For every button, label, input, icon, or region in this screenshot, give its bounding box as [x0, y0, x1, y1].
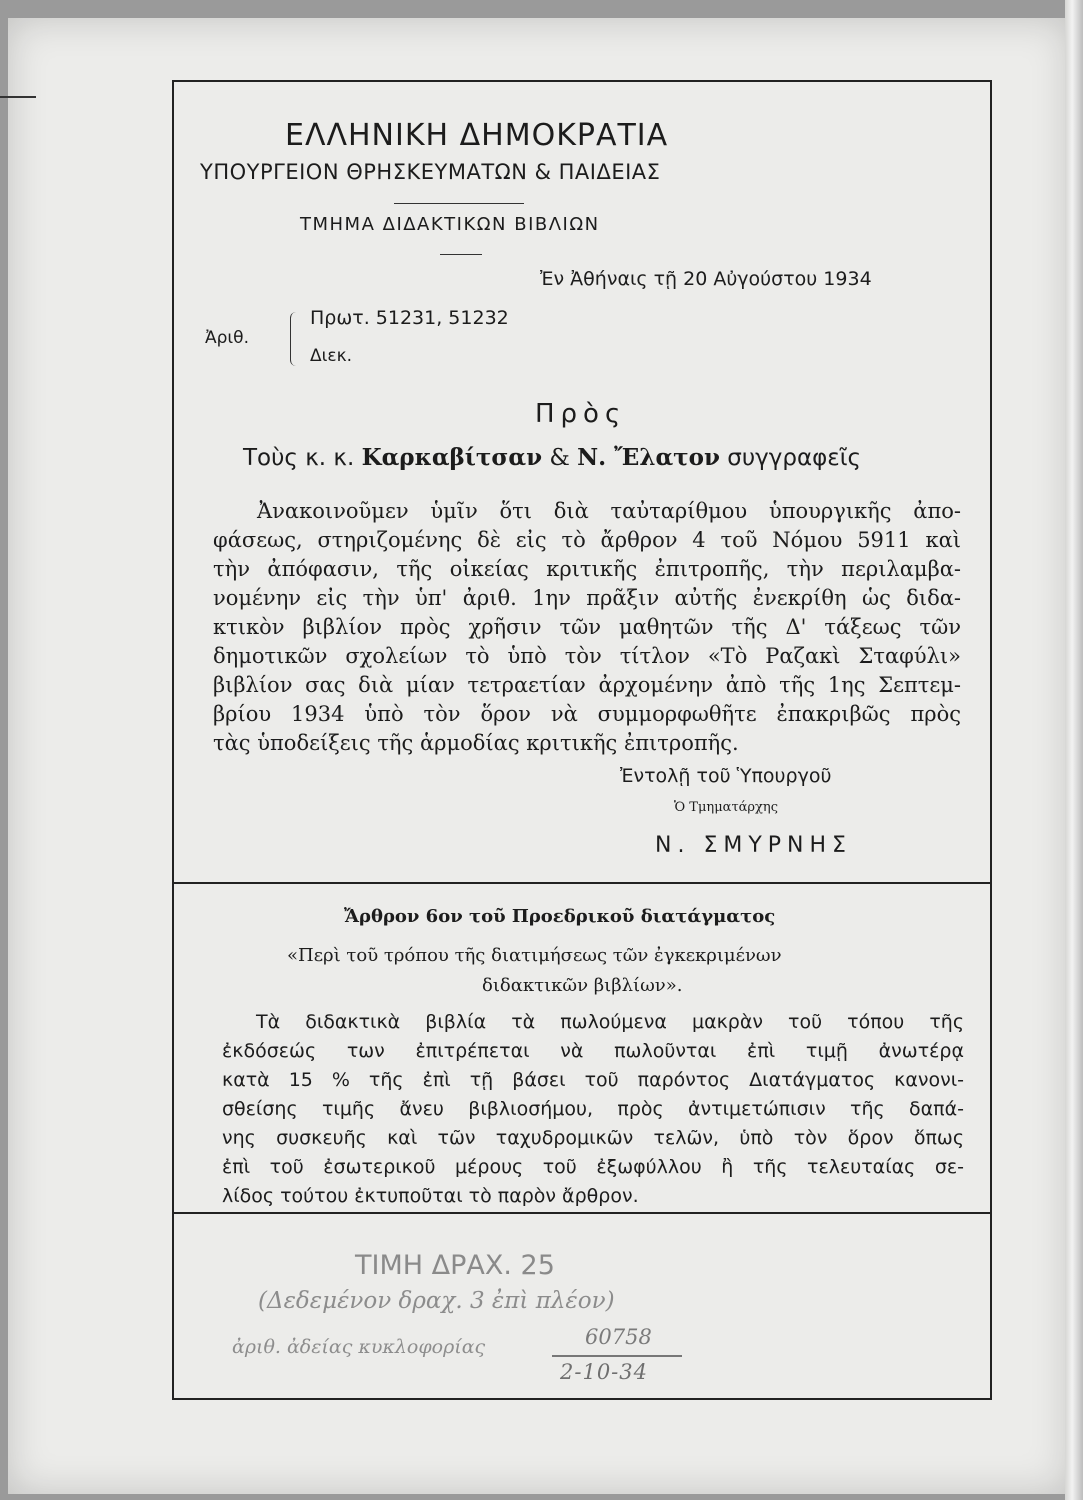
- body-line: τὴν ἀπόφασιν, τῆς οἰκείας κριτικῆς ἐπιτροπῆς, τὴν περιλαμβα-: [213, 557, 961, 581]
- addressee-suffix: συγγραφεῖς: [727, 445, 862, 471]
- body-line: δημοτικῶν σχολείων τὸ ὑπὸ τὸν τίτλον «Τὸ Ραζακὶ Σταφύλι»: [213, 644, 961, 668]
- body-line: βρίου 1934 ὑπὸ τὸν ὅρον νὰ συμμορφωθῆτε ἐπακριβῶς πρὸς: [213, 702, 961, 726]
- article-line: κατὰ 15 % τῆς ἐπὶ τῇ βάσει τοῦ παρόντος Διατάγματος κανονι-: [222, 1069, 964, 1091]
- body-line: βιβλίον σας διὰ μίαν τετραετίαν ἀρχομένην ἀπὸ τῆς 1ης Σεπτεμ-: [213, 673, 961, 697]
- permit-number: 60758: [585, 1325, 652, 1349]
- body-line: φάσεως, στηριζομένης δὲ εἰς τὸ ἄρθρον 4 τοῦ Νόμου 5911 καὶ: [213, 528, 961, 552]
- article-title: Ἄρθρον 6ον τοῦ Προεδρικοῦ διατάγματος: [344, 906, 776, 927]
- reference-label: Ἀριθ.: [205, 328, 249, 348]
- permit-fraction-line: [552, 1355, 682, 1357]
- addressee-line: [243, 444, 861, 471]
- diek-number: Διεκ.: [310, 346, 352, 366]
- body-line: νομένην εἰς τὴν ὑπ' ἀριθ. 1ην πρᾶξιν αὐτῆς ἐνεκρίθη ὡς διδα-: [213, 586, 961, 610]
- price-extra-note: (Δεδεμένον δραχ. 3 ἐπὶ πλέον): [258, 1288, 615, 1314]
- article-line: λίδος τούτου ἐκτυποῦται τὸ παρὸν ἄρθρον.: [222, 1185, 639, 1207]
- permit-date: 2-10-34: [560, 1360, 648, 1384]
- article-line: ἐπὶ τοῦ ἐσωτερικοῦ μέρους τοῦ ἐξωφύλλου ἢ τῆς τελευταίας σε-: [222, 1156, 964, 1178]
- addressee-prefix: Τοὺς κ. κ.: [243, 445, 355, 471]
- letterhead-section: ΤΜΗΜΑ ΔΙΔΑΚΤΙΚΩΝ ΒΙΒΛΙΩΝ: [300, 214, 600, 235]
- article-line: Τὰ διδακτικὰ βιβλία τὰ πωλούμενα μακρὰν τοῦ τόπου τῆς: [256, 1011, 964, 1033]
- protocol-number: Πρωτ. 51231, 51232: [310, 307, 509, 329]
- page-edge: [1065, 0, 1083, 1500]
- author-name: Ν. Ἔλατον: [577, 444, 720, 471]
- recipient-heading: Πρὸς: [535, 399, 627, 429]
- margin-mark: [0, 96, 36, 98]
- body-line: τὰς ὑποδείξεις τῆς ἁρμοδίας κριτικῆς ἐπιτροπῆς.: [213, 731, 739, 755]
- section-divider: [172, 1212, 992, 1214]
- section-divider: [172, 882, 992, 884]
- body-line: κτικὸν βιβλίον πρὸς χρῆσιν τῶν μαθητῶν τῆς Δ' τάξεως τῶν: [213, 615, 961, 639]
- body-line: Ἀνακοινοῦμεν ὑμῖν ὅτι διὰ ταὐταρίθμου ὑπουργικῆς ἀπο-: [257, 499, 961, 523]
- letterhead-rule-short: [440, 254, 482, 255]
- article-line: ἐκδόσεώς των ἐπιτρέπεται νὰ πωλοῦνται ἐπὶ τιμῇ ἀνωτέρᾳ: [222, 1040, 964, 1062]
- article-line: σθείσης τιμῆς ἄνευ βιβλιοσήμου, πρὸς ἀντιμετώπισιν τῆς δαπά-: [222, 1098, 964, 1120]
- article-body: [222, 1008, 964, 1211]
- letterhead-ministry: ΥΠΟΥΡΓΕΙΟΝ ΘΡΗΣΚΕΥΜΑΤΩΝ & ΠΑΙΔΕΙΑΣ: [200, 160, 661, 184]
- permit-label: ἀριθ. ἀδείας κυκλοφορίας: [232, 1336, 486, 1358]
- letterhead-title: ΕΛΛΗΝΙΚΗ ΔΗΜΟΚΡΑΤΙΑ: [285, 118, 669, 153]
- signer-name: Ν. ΣΜΥΡΝΗΣ: [655, 833, 852, 858]
- reference-brace: [290, 312, 301, 366]
- article-subtitle: «Περὶ τοῦ τρόπου τῆς διατιμήσεως τῶν ἐγκεκριμένων: [287, 945, 782, 966]
- article-line: νης συσκευῆς καὶ τῶν ταχυδρομικῶν τελῶν, ὑπὸ τὸν ὅρον ὅπως: [222, 1127, 964, 1149]
- letter-date: Ἐν Ἀθήναις τῇ 20 Αὐγούστου 1934: [540, 268, 872, 290]
- signature-title: Ὁ Τμηματάρχης: [674, 800, 778, 815]
- price-stamp: ΤΙΜΗ ΔΡΑΧ. 25: [355, 1250, 555, 1281]
- letterhead-rule: [394, 203, 524, 204]
- ampersand: &: [549, 445, 570, 471]
- article-subtitle: διδακτικῶν βιβλίων».: [482, 975, 683, 996]
- author-name: Καρκαβίτσαν: [361, 444, 543, 471]
- letter-body: [213, 497, 961, 758]
- signature-order: Ἐντολῇ τοῦ Ὑπουργοῦ: [620, 765, 832, 787]
